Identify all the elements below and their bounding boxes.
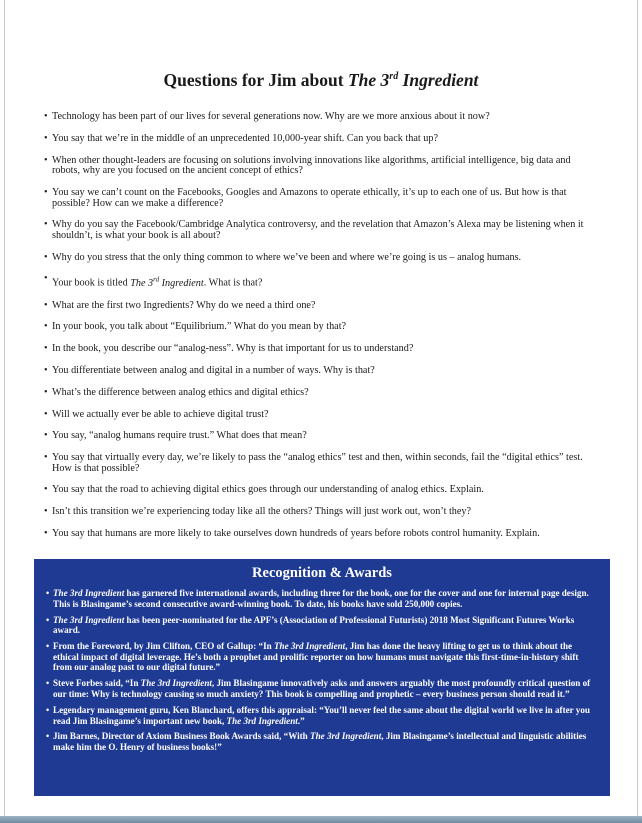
question-item: • You say we can’t count on the Facebooks, Googles and Amazons to operate ethically, it’s up to each one of us. But how is that possible? How can we make a difference? bbox=[44, 188, 600, 209]
award-item: • Jim Barnes, Director of Axiom Business Book Awards said, “With The 3rd Ingredient, Jim Blasingame’s intellectual and linguistic abilities make him the O. Henry of business books!” bbox=[46, 731, 598, 752]
question-item: • Will we actually ever be able to achieve digital trust? bbox=[44, 410, 600, 421]
page-title bbox=[0, 70, 642, 91]
awards-list bbox=[46, 588, 598, 753]
question-item: • Isn’t this transition we’re experiencing today like all the others? Things will just work out, won’t they? bbox=[44, 507, 600, 518]
question-item: • Your book is titled The 3rd Ingredient. What is that? bbox=[44, 274, 600, 289]
question-item: • Technology has been part of our lives for several generations now. Why are we more anxious about it now? bbox=[44, 112, 600, 123]
question-item: • Why do you stress that the only thing common to where we’ve been and where we’re going is us – analog humans. bbox=[44, 253, 600, 264]
award-item: • Steve Forbes said, “In The 3rd Ingredient, Jim Blasingame innovatively asks and answers arguably the most profoundly critical question of our time: Why is technology causing so much anxiety? This book is compelling and prophetic – every business person should read it.” bbox=[46, 678, 598, 699]
question-item: • When other thought-leaders are focusing on solutions involving innovations like algorithms, artificial intelligence, big data and robots, why are you focused on the ancient concept of ethics? bbox=[44, 156, 600, 177]
question-item: • You differentiate between analog and digital in a number of ways. Why is that? bbox=[44, 366, 600, 377]
question-item: • You say that we’re in the middle of an unprecedented 10,000-year shift. Can you back that up? bbox=[44, 134, 600, 145]
question-item: • What’s the difference between analog ethics and digital ethics? bbox=[44, 388, 600, 399]
question-item: • You say, “analog humans require trust.” What does that mean? bbox=[44, 431, 600, 442]
title-prefix: Questions for Jim about bbox=[163, 70, 348, 90]
awards-panel bbox=[34, 559, 610, 796]
question-item: • Why do you say the Facebook/Cambridge Analytica controversy, and the revelation that Amazon’s Alexa may be listening when it shouldn’t, is what your book is all about? bbox=[44, 220, 600, 241]
question-item: • What are the first two Ingredients? Why do we need a third one? bbox=[44, 301, 600, 312]
question-item: • You say that virtually every day, we’re likely to pass the “analog ethics” test and then, within seconds, fail the “digital ethics” test. How is that possible? bbox=[44, 453, 600, 474]
award-item: • The 3rd Ingredient has been peer-nominated for the APF’s (Association of Professional Futurists) 2018 Most Significant Futures Works award. bbox=[46, 615, 598, 636]
question-item: • You say that the road to achieving digital ethics goes through our understanding of analog ethics. Explain. bbox=[44, 485, 600, 496]
question-item: • You say that humans are more likely to take ourselves down hundreds of years before robots control humanity. Explain. bbox=[44, 529, 600, 540]
awards-heading: Recognition & Awards bbox=[252, 565, 392, 581]
award-item: • The 3rd Ingredient has garnered five international awards, including three for the book, one for the cover and one for internal page design. This is Blasingame’s second consecutive award-winning book. To date, his books have sold 250,000 copies. bbox=[46, 588, 598, 609]
questions-list bbox=[44, 112, 600, 551]
title-book: The 3rd Ingredient bbox=[347, 70, 479, 90]
bottom-bar bbox=[0, 816, 642, 823]
question-item: • In the book, you describe our “analog-ness”. Why is that important for us to understand? bbox=[44, 344, 600, 355]
question-item: • In your book, you talk about “Equilibrium.” What do you mean by that? bbox=[44, 322, 600, 333]
award-item: • Legendary management guru, Ken Blanchard, offers this appraisal: “You’ll never feel the same about the digital world we live in after you read Jim Blasingame’s important new book, The 3rd Ingredient.” bbox=[46, 705, 598, 726]
award-item: • From the Foreword, by Jim Clifton, CEO of Gallup: “In The 3rd Ingredient, Jim has done the heavy lifting to get us to think about the ethical impact of digital leverage. He’s both a prophet and prolific reporter on how humans must navigate this first-time-in-history shift from our analog past to our digital future.” bbox=[46, 641, 598, 673]
